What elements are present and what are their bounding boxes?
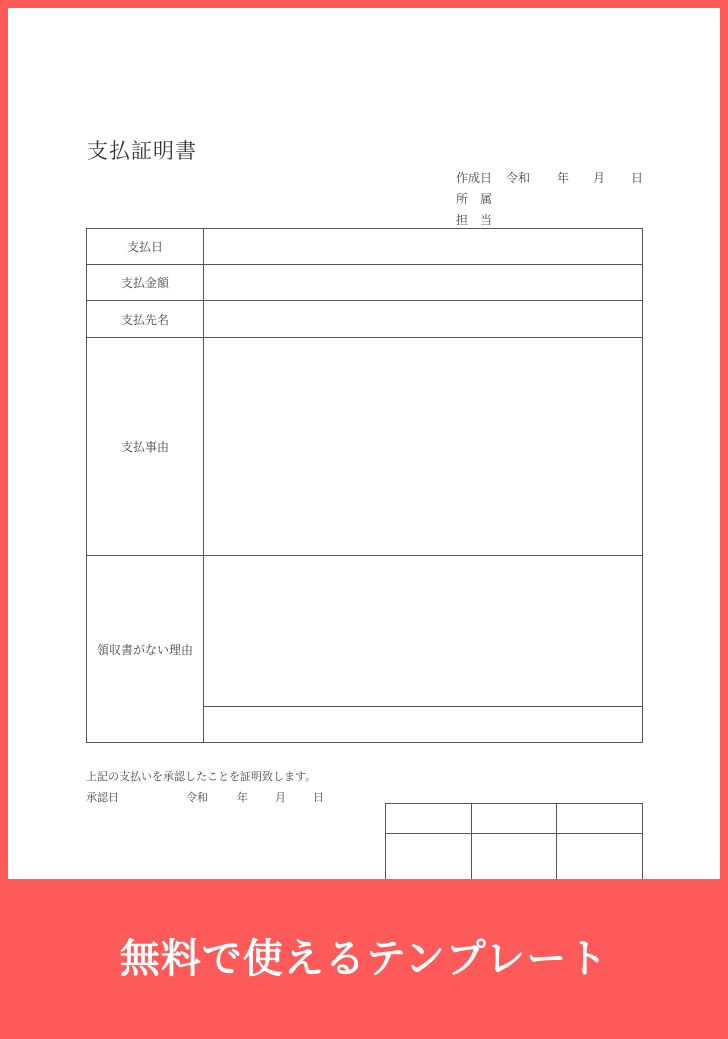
- no-receipt-reason-field[interactable]: [204, 556, 643, 707]
- stamp-header-cell[interactable]: [386, 804, 472, 834]
- table-row: [386, 804, 643, 834]
- approval-date-label: 承認日: [86, 791, 119, 804]
- payment-table: [86, 228, 643, 743]
- created-month: 月: [593, 171, 606, 185]
- payee-label: 支払先名: [87, 301, 204, 338]
- stamp-cell[interactable]: [471, 834, 557, 880]
- reason-field[interactable]: [204, 338, 643, 556]
- table-row: [87, 301, 643, 338]
- created-year: 年: [557, 171, 570, 185]
- table-row: [87, 229, 643, 265]
- certification-statement: 上記の支払いを承認したことを証明致します。: [86, 770, 317, 783]
- approval-era: 令和: [186, 791, 208, 804]
- reason-label: 支払事由: [87, 338, 204, 556]
- table-row: [386, 834, 643, 880]
- table-row: [87, 338, 643, 556]
- table-row: [87, 556, 643, 707]
- approval-stamp-table: [385, 803, 643, 879]
- created-era: 令和: [506, 171, 531, 185]
- approval-month: 月: [275, 791, 286, 804]
- amount-field[interactable]: [204, 265, 643, 301]
- amount-label: 支払金額: [87, 265, 204, 301]
- no-receipt-reason-label: 領収書がない理由: [87, 556, 204, 743]
- approval-year: 年: [237, 791, 248, 804]
- created-day: 日: [631, 171, 644, 185]
- free-template-banner: 無料で使えるテンプレート: [0, 879, 728, 1030]
- stamp-cell[interactable]: [557, 834, 643, 880]
- created-label: 作成日: [456, 171, 493, 185]
- person-label: 担 当: [456, 213, 493, 227]
- document-page: [8, 8, 720, 879]
- payment-date-label: 支払日: [87, 229, 204, 265]
- document-title: 支払証明書: [87, 139, 197, 163]
- payment-date-field[interactable]: [204, 229, 643, 265]
- stamp-cell[interactable]: [386, 834, 472, 880]
- table-row: [87, 265, 643, 301]
- stamp-header-cell[interactable]: [557, 804, 643, 834]
- stamp-header-cell[interactable]: [471, 804, 557, 834]
- payee-field[interactable]: [204, 301, 643, 338]
- department-label: 所 属: [456, 192, 493, 206]
- no-receipt-reason-extra-field[interactable]: [204, 707, 643, 743]
- approval-day: 日: [313, 791, 324, 804]
